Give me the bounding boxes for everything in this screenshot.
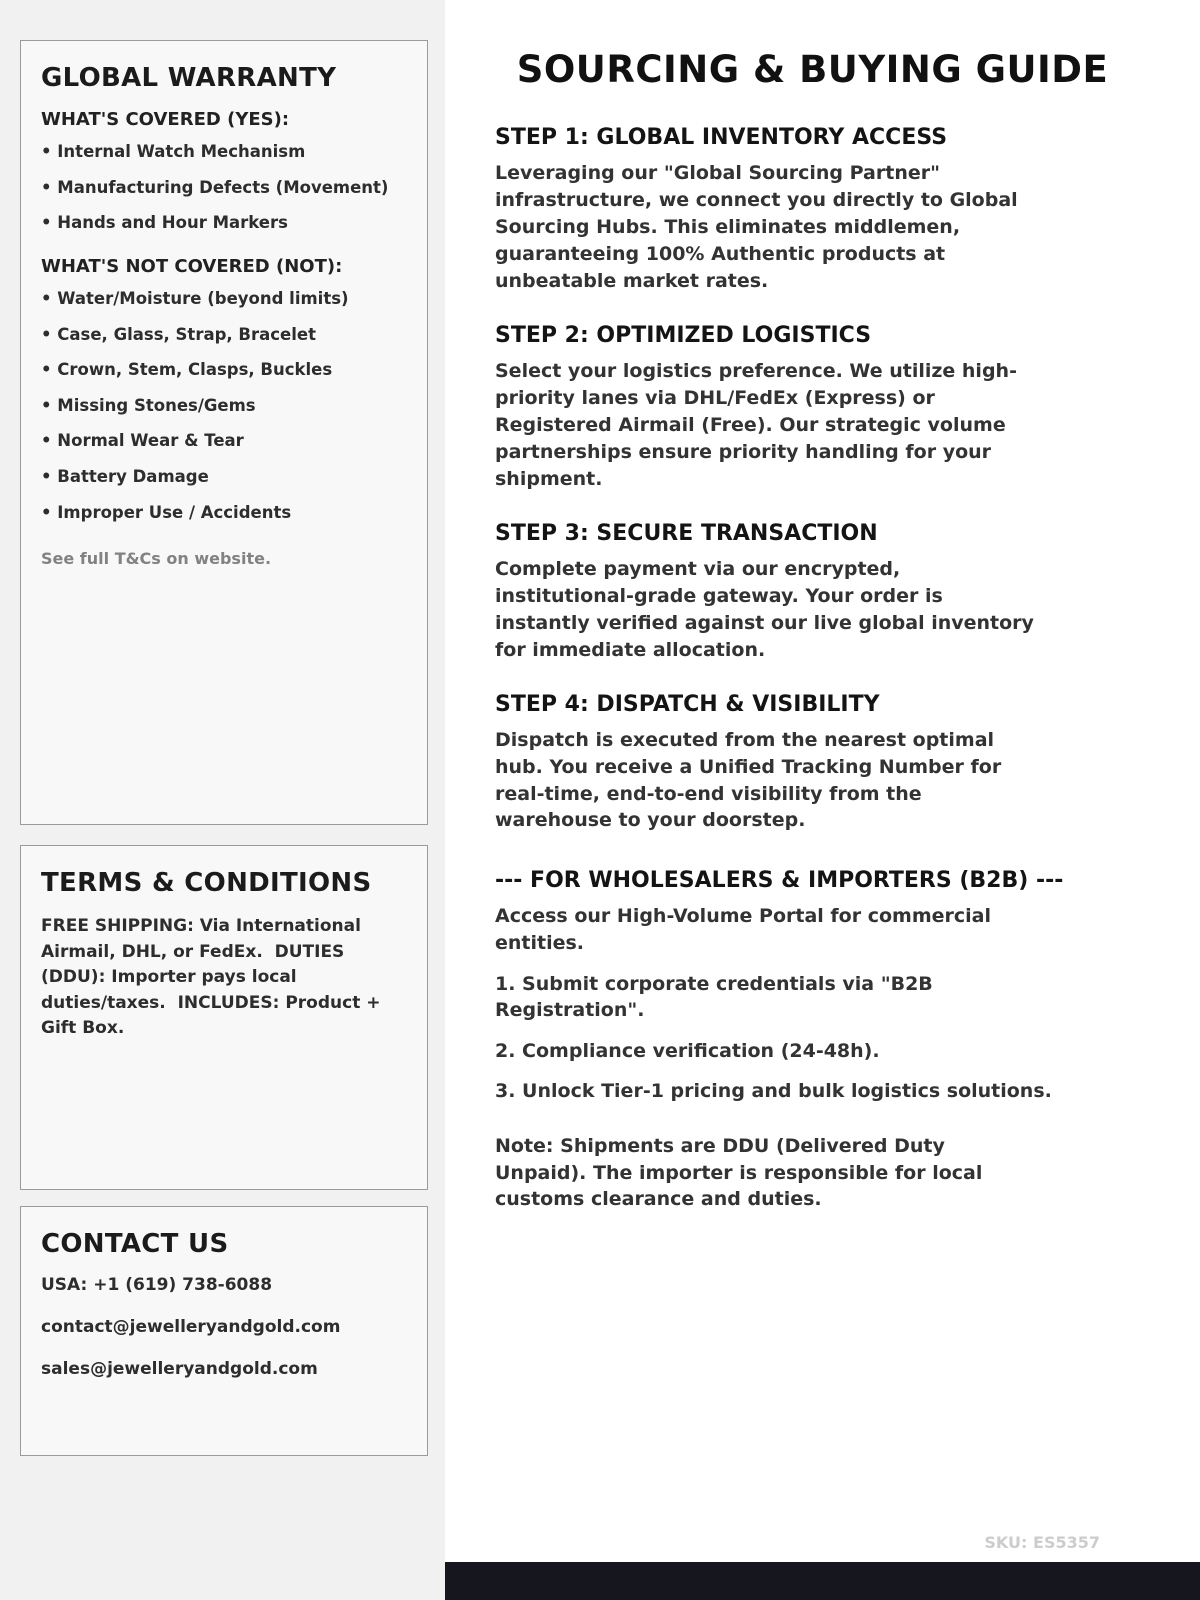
step-heading: STEP 4: DISPATCH & VISIBILITY xyxy=(495,691,880,717)
b2b-item: 3. Unlock Tier-1 pricing and bulk logistics solutions. xyxy=(495,1080,1052,1103)
step-heading: STEP 1: GLOBAL INVENTORY ACCESS xyxy=(495,125,948,150)
step-heading: STEP 2: OPTIMIZED LOGISTICS xyxy=(495,322,872,348)
b2b-section xyxy=(495,868,1130,1212)
list-item: • Normal Wear & Tear xyxy=(41,431,407,452)
contact-phone: USA: +1 (619) 738-6088 xyxy=(41,1275,273,1295)
step-section-4 xyxy=(495,692,1130,835)
terms-title: TERMS & CONDITIONS xyxy=(41,868,372,898)
page-title: SOURCING & BUYING GUIDE xyxy=(516,48,1109,91)
covered-list xyxy=(41,142,407,234)
not-covered-list xyxy=(41,289,407,523)
step-body: Select your logistics preference. We utilize high-priority lanes via DHL/FedEx (Express) or Registered Airmail (Free). Our strategic volume partnerships ensure priority handling for your shipment. xyxy=(495,359,1017,490)
contact-email-primary: contact@jewelleryandgold.com xyxy=(41,1317,341,1337)
b2b-heading: --- FOR WHOLESALERS & IMPORTERS (B2B) --- xyxy=(495,868,1064,894)
list-item: • Missing Stones/Gems xyxy=(41,396,407,417)
step-section-3 xyxy=(495,521,1130,664)
step-heading: STEP 3: SECURE TRANSACTION xyxy=(495,520,878,546)
list-item: • Hands and Hour Markers xyxy=(41,213,407,234)
list-item: • Internal Watch Mechanism xyxy=(41,142,407,163)
step-section-1 xyxy=(495,125,1130,295)
terms-body: FREE SHIPPING: Via International Airmail, DHL, or FedEx. DUTIES (DDU): Importer pays local duties/taxes. INCLUDES: Product + Gift Box. xyxy=(41,916,387,1038)
guide-content xyxy=(445,0,1200,1213)
list-item: • Improper Use / Accidents xyxy=(41,503,407,524)
list-item: • Battery Damage xyxy=(41,467,407,488)
main-content xyxy=(445,0,1200,1600)
step-body: Leveraging our "Global Sourcing Partner" infrastructure, we connect you directly to Global Sourcing Hubs. This eliminates middlemen, guaranteeing 100% Authentic products at unbeatable market rates. xyxy=(495,162,1018,292)
list-item: • Water/Moisture (beyond limits) xyxy=(41,289,407,310)
sku-label: SKU: ES5357 xyxy=(984,1533,1100,1552)
contact-title: CONTACT US xyxy=(41,1229,229,1259)
terms-box xyxy=(20,845,428,1190)
step-section-2 xyxy=(495,323,1130,493)
list-item: • Crown, Stem, Clasps, Buckles xyxy=(41,360,407,381)
sidebar xyxy=(0,0,445,1600)
list-item: • Manufacturing Defects (Movement) xyxy=(41,178,407,199)
warranty-title: GLOBAL WARRANTY xyxy=(41,63,337,93)
footer-bar xyxy=(445,1562,1200,1600)
step-body: Complete payment via our encrypted, institutional-grade gateway. Your order is instantly verified against our live global inventory for immediate allocation. xyxy=(495,557,1034,661)
warranty-footnote: See full T&Cs on website. xyxy=(41,549,272,569)
b2b-intro: Access our High-Volume Portal for commercial entities. xyxy=(495,905,991,955)
covered-heading: WHAT'S COVERED (YES): xyxy=(41,109,290,130)
contact-box xyxy=(20,1206,428,1456)
warranty-box xyxy=(20,40,428,825)
list-item: • Case, Glass, Strap, Bracelet xyxy=(41,325,407,346)
b2b-item: 1. Submit corporate credentials via "B2B Registration". xyxy=(495,972,933,1022)
b2b-note: Note: Shipments are DDU (Delivered Duty Unpaid). The importer is responsible for local customs clearance and duties. xyxy=(495,1135,983,1211)
contact-email-sales: sales@jewelleryandgold.com xyxy=(41,1359,318,1379)
not-covered-heading: WHAT'S NOT COVERED (NOT): xyxy=(41,255,343,277)
step-body: Dispatch is executed from the nearest optimal hub. You receive a Unified Tracking Number for real-time, end-to-end visibility from the warehouse to your doorstep. xyxy=(495,728,1002,832)
b2b-item: 2. Compliance verification (24-48h). xyxy=(495,1039,880,1062)
